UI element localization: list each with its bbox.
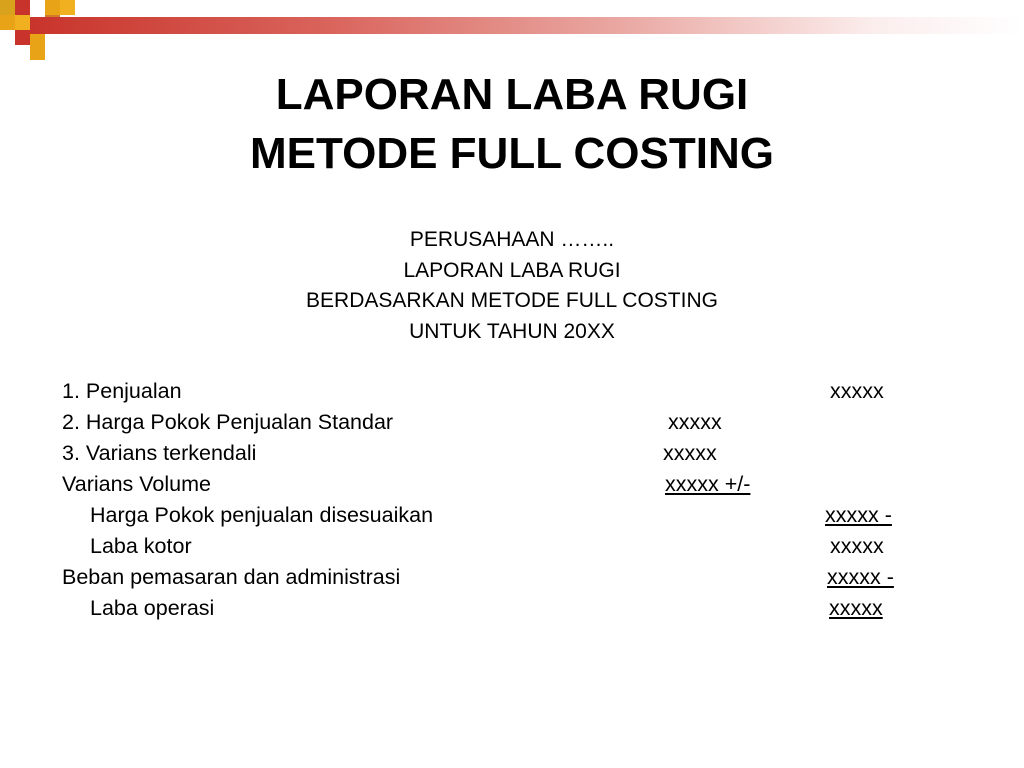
row-value-gross-profit: xxxxx [830, 534, 884, 558]
square-gold [15, 15, 30, 30]
row-value-volume-variance: xxxxx +/- [665, 472, 751, 496]
row-value-controllable-variance: xxxxx [663, 441, 717, 465]
square-red [15, 0, 30, 15]
square-gold [30, 45, 45, 60]
square-red [15, 30, 30, 45]
row-label-gross-profit: Laba kotor [90, 534, 192, 558]
row-label-volume-variance: Varians Volume [62, 472, 211, 496]
row-value-sales: xxxxx [830, 379, 884, 403]
row-value-adjusted-cogs: xxxxx - [825, 503, 892, 527]
row-label-sales: 1. Penjualan [62, 379, 182, 403]
row-value-standard-cogs: xxxxx [668, 410, 722, 434]
report-name-line: LAPORAN LABA RUGI [403, 259, 621, 282]
row-label-adjusted-cogs: Harga Pokok penjualan disesuaikan [90, 503, 434, 527]
row-label-operating-profit: Laba operasi [90, 596, 215, 620]
square-gold [60, 0, 75, 15]
row-label-controllable-variance: 3. Varians terkendali [62, 441, 257, 465]
row-value-selling-admin-expense: xxxxx - [827, 565, 894, 589]
company-line: PERUSAHAAN …….. [409, 228, 615, 251]
row-label-standard-cogs: 2. Harga Pokok Penjualan Standar [62, 410, 394, 434]
row-label-selling-admin-expense: Beban pemasaran dan administrasi [62, 565, 401, 589]
square-gold [0, 15, 15, 30]
method-line: BERDASARKAN METODE FULL COSTING [306, 289, 718, 312]
square-orange [0, 0, 15, 15]
square-gold [45, 0, 60, 15]
period-line: UNTUK TAHUN 20XX [409, 320, 615, 343]
slide-title-line-1: LAPORAN LABA RUGI [275, 70, 749, 119]
slide-title-line-2: METODE FULL COSTING [250, 129, 774, 178]
header-gradient-bar [30, 17, 1024, 34]
row-value-operating-profit: xxxxx [829, 596, 883, 620]
